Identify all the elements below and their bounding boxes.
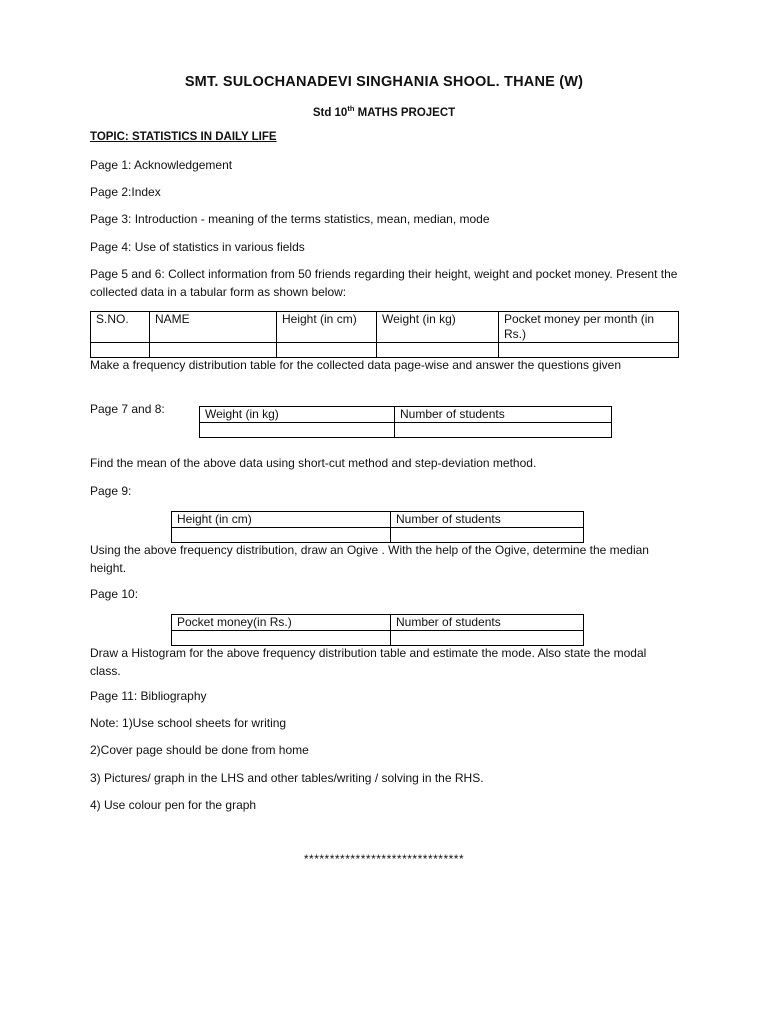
histogram-instructions: Draw a Histogram for the above frequency distribution table and estimate the mode. Also state the modal class. [90, 646, 647, 678]
table-header-row [172, 512, 584, 528]
note-1: Note: 1)Use school sheets for writing [90, 716, 287, 730]
col-weight: Weight (in kg) [200, 407, 395, 423]
page56-instructions: Page 5 and 6: Collect information from 50 friends regarding their height, weight and pocket money. Present the collected data in a tabular form as shown below: [90, 267, 678, 299]
page9-label: Page 9: [90, 484, 132, 498]
topic-heading: TOPIC: STATISTICS IN DAILY LIFE [90, 131, 277, 143]
footer-stars: ******************************* [303, 852, 465, 866]
table-row [172, 631, 584, 646]
table-row [172, 528, 584, 543]
mean-instructions: Find the mean of the above data using short-cut method and step-deviation method. [90, 456, 537, 470]
table-header-row [172, 615, 584, 631]
weight-table [199, 406, 612, 438]
col-sno: S.NO. [91, 312, 150, 343]
page78-label: Page 7 and 8: [90, 402, 165, 416]
col-pocket-money: Pocket money(in Rs.) [172, 615, 391, 631]
page4-line: Page 4: Use of statistics in various fields [90, 240, 305, 254]
frequency-instructions: Make a frequency distribution table for the collected data page-wise and answer the questions given [90, 358, 621, 372]
pocket-money-table [171, 614, 584, 646]
project-subtitle [0, 104, 768, 119]
page1-line: Page 1: Acknowledgement [90, 158, 233, 172]
page11-line: Page 11: Bibliography [90, 689, 207, 703]
col-name: NAME [150, 312, 277, 343]
subtitle-std: Std 10 [312, 107, 348, 119]
page10-label: Page 10: [90, 587, 139, 601]
col-pocket-money: Pocket money per month (in Rs.) [499, 312, 679, 343]
note-4: 4) Use colour pen for the graph [90, 798, 257, 812]
col-students: Number of students [391, 512, 584, 528]
page2-line: Page 2:Index [90, 185, 161, 199]
subtitle-project: MATHS PROJECT [354, 107, 456, 119]
note-3: 3) Pictures/ graph in the LHS and other tables/writing / solving in the RHS. [90, 771, 484, 785]
subtitle-superscript: th [347, 104, 355, 113]
school-title: SMT. SULOCHANADEVI SINGHANIA SHOOL. THANE (W) [184, 74, 584, 90]
table-row [200, 423, 612, 438]
col-students: Number of students [391, 615, 584, 631]
col-students: Number of students [395, 407, 612, 423]
table-row [91, 343, 679, 358]
page3-line: Page 3: Introduction - meaning of the terms statistics, mean, median, mode [90, 212, 490, 226]
ogive-instructions: Using the above frequency distribution, draw an Ogive . With the help of the Ogive, determine the median height. [90, 543, 649, 575]
note-2: 2)Cover page should be done from home [90, 743, 309, 757]
table-header-row [200, 407, 612, 423]
col-weight: Weight (in kg) [377, 312, 499, 343]
data-collection-table [90, 311, 679, 358]
height-table [171, 511, 584, 543]
table-header-row [91, 312, 679, 343]
col-height: Height (in cm) [172, 512, 391, 528]
col-height: Height (in cm) [277, 312, 377, 343]
